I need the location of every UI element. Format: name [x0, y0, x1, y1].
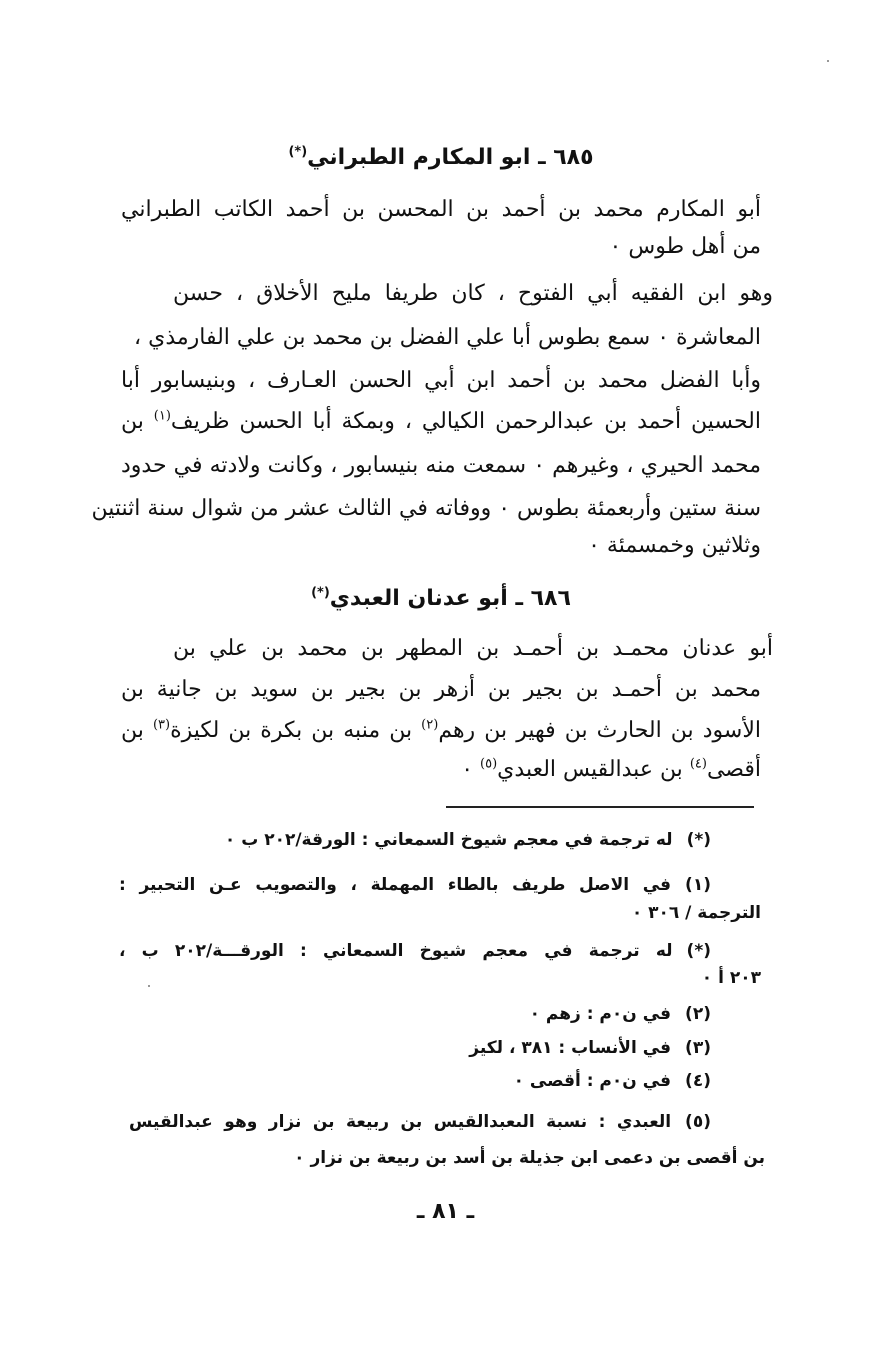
entry-686-heading [111, 584, 771, 614]
footnote-mark: (٤) [685, 1071, 711, 1091]
entry-686-line-4-mid: بن عبدالقيس العبدي [497, 757, 683, 782]
page-number: ـ ٨١ ـ [416, 1199, 475, 1224]
entry-686-line-4 [121, 752, 761, 788]
entry-685-line-6 [121, 404, 761, 440]
footnote-text: له ترجمة في معجم شيوخ السمعاني : الورقة/٢٠٢ ب ٠ [224, 830, 673, 850]
footnote-1 [119, 871, 711, 899]
footnote-ref-3: (٣) [152, 717, 171, 733]
footnote-text: في ن٠م : زهم ٠ [529, 1004, 672, 1024]
entry-685-line-2: من أهل طوس ٠ [609, 234, 761, 259]
entry-685-line-4: المعاشرة ٠ سمع بطوس أبا علي الفضل بن محمد بن علي الفارمذي ، [134, 325, 761, 350]
footnote-star-1 [225, 826, 711, 854]
footnote-text: في الاصل طريف بالطاء المهملة ، والتصويب عـن التحبير : [119, 875, 672, 895]
footnote-ref-5: (٥) [480, 756, 498, 772]
entry-685-line-7: محمد الحيري ، وغيرهم ٠ سمعت منه بنيسابور ، وكانت ولادته في حدود [121, 453, 761, 478]
footnote-text: له ترجمة في معجم شيوخ السمعاني : الورقـــة/٢٠٢ ب ، [119, 941, 673, 961]
footnote-text: في ن٠م : أقصى ٠ [513, 1071, 672, 1091]
entry-685-line-5: وأبا الفضل محمد بن أحمد ابن أبي الحسن العـارف ، وبنيسابور أبا [121, 368, 761, 393]
scan-speck [827, 60, 829, 62]
entry-686-line-4-end: ٠ [461, 757, 474, 782]
entry-686-line-2: محمد بن أحمـد بن بجير بن أزهر بن بجير بن سويد بن جانية بن [121, 677, 761, 702]
entry-685-line-8: سنة ستين وأربعمئة بطوس ٠ ووفاته في الثالث عشر من شوال سنة اثنتين [91, 496, 761, 521]
footnote-text: العبدي : نسبة الىعبدالقيس بن ربيعة بن نزار وهو عبدالقيس [129, 1112, 672, 1132]
footnote-2 [530, 1000, 711, 1028]
entry-686-line-3-tail: بن [121, 718, 144, 743]
footnote-mark: (*) [686, 941, 711, 961]
entry-686-line-3-mid: بن منبه بن بكرة بن لكيزة [170, 718, 413, 743]
entry-685-line-1: أبو المكارم محمد بن أحمد بن المحسن بن أحمد الكاتب الطبراني [121, 197, 761, 222]
footnote-ref-4: (٤) [689, 756, 707, 772]
entry-685-heading-mark: (*) [288, 144, 308, 160]
entry-686-heading-mark: (*) [311, 585, 330, 601]
entry-685-title: ٦٨٥ ـ ابو المكارم الطبراني [307, 145, 594, 170]
footnote-mark: (٢) [685, 1004, 711, 1024]
entry-686-line-3-text: الأسود بن الحارث بن فهير بن رهم [438, 718, 762, 743]
entry-685-line-3: وهو ابن الفقيه أبي الفتوح ، كان طريفا مليح الأخلاق ، حسن [173, 281, 773, 306]
entry-685-line-9: وثلاثين وخمسمئة ٠ [588, 533, 761, 558]
footnote-mark: (٣) [685, 1038, 711, 1058]
entry-685-line-6-text: الحسين أحمد بن عبدالرحمن الكيالي ، وبمكة أبا الحسن ظريف [170, 409, 761, 434]
footnote-mark: (٥) [685, 1112, 711, 1132]
entry-685-heading [111, 143, 771, 173]
footnote-star-2 [119, 937, 711, 965]
entry-685-line-6-tail: بن [121, 409, 144, 434]
footnote-text: في الأنساب : ٣٨١ ، لكيز [469, 1038, 672, 1058]
footnote-5-continued: بن أقصى بن دعمى ابن جذيلة بن أسد بن ربيعة بن نزار ٠ [294, 1148, 765, 1168]
footnote-1-continued: الترجمة / ٣٠٦ ٠ [631, 903, 761, 923]
footnote-ref-1: (١) [153, 408, 171, 424]
entry-686-line-4-text: أقصى [706, 757, 761, 782]
entry-686-line-1: أبو عدنان محمـد بن أحمـد بن المطهر بن محمد بن علي بن [173, 636, 773, 661]
footnote-4 [514, 1067, 711, 1095]
scan-speck [148, 985, 150, 987]
footnote-star-2-continued: ٢٠٣ أ ٠ [701, 968, 761, 988]
footnote-3 [469, 1034, 711, 1062]
entry-686-title: ٦٨٦ ـ أبو عدنان العبدي [329, 586, 571, 611]
footnote-5 [129, 1108, 711, 1136]
footnote-mark: (١) [685, 875, 711, 895]
entry-686-line-3 [121, 713, 761, 749]
footnote-separator [446, 806, 754, 808]
footnote-ref-2: (٢) [421, 717, 439, 733]
footnote-mark: (*) [686, 830, 711, 850]
